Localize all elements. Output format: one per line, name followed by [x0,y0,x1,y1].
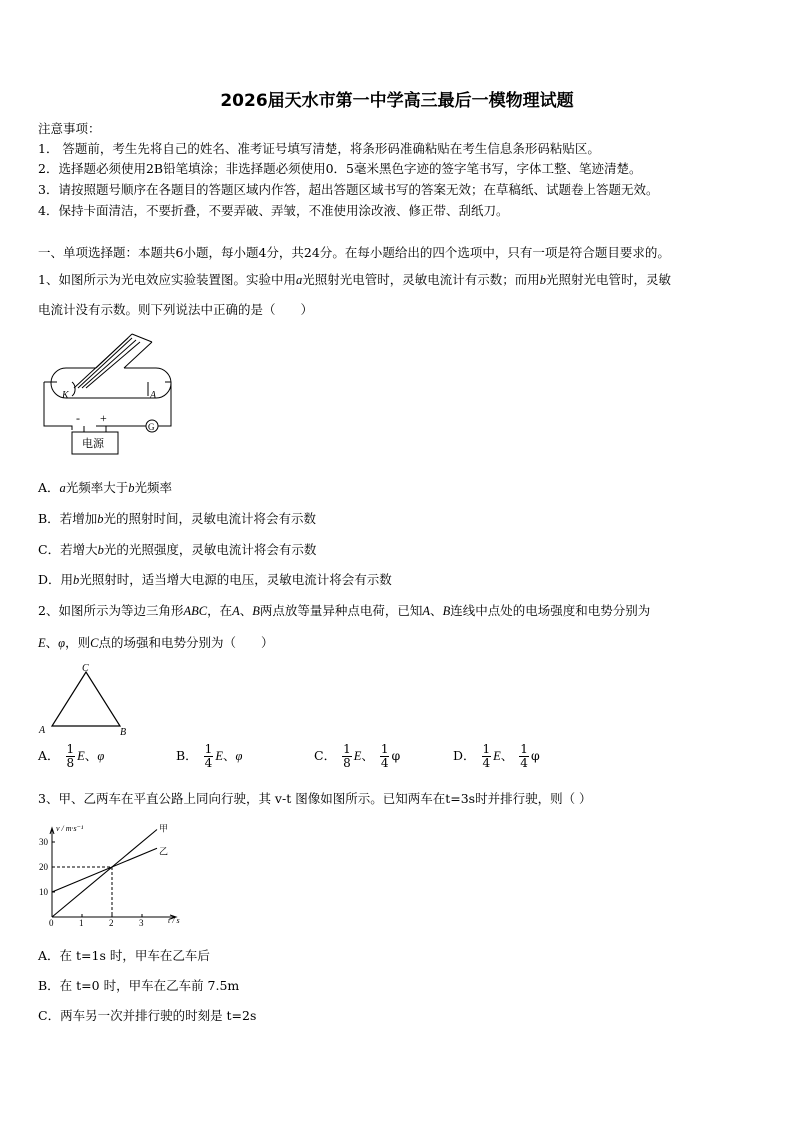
fig1-label-a: A [150,390,157,401]
q3-stem: 3、甲、乙两车在平直公路上同向行驶，其 v-t 图像如图所示。已知两车在t=3s时并排行驶，则（ ） [38,791,592,806]
q1-stem-line1: 1、如图所示为光电效应实验装置图。实验中用a光照射光电管时，灵敏电流计有示数；而用b光照射光电管时，灵敏 [38,272,671,287]
x-tick-label: 3 [139,918,144,928]
q3-option-b[interactable]: B．在 t=0 时，甲车在乙车前 7.5m [38,978,240,993]
series-line-1 [52,830,157,918]
fig1-minus: - [76,411,80,425]
y-axis-label: v / m·s⁻¹ [56,824,84,833]
q1-stem-line2: 电流计没有示数。则下列说法中正确的是（ ） [38,302,314,317]
x-axis-label: t / s [168,916,180,925]
q1-option-b[interactable]: B．若增加b光的照射时间，灵敏电流计将会有示数 [38,511,316,526]
y-tick-label: 10 [39,887,48,897]
x-tick-label: 0 [49,918,54,928]
section-heading: 一、单项选择题：本题共6小题，每小题4分，共24分。在每小题给出的四个选项中，只有一项是符合题目要求的。 [38,245,670,260]
q1-option-d[interactable]: D．用b光照射时，适当增大电源的电压，灵敏电流计将会有示数 [38,572,392,587]
y-tick-label: 20 [39,862,48,872]
page-title: 2026届天水市第一中学高三最后一模物理试题 [220,91,574,111]
notice-item-3: 3．请按照题号顺序在各题目的答题区域内作答，超出答题区域书写的答案无效；在草稿纸、试题卷上答题无效。 [38,182,659,197]
notice-item-4: 4．保持卡面清洁，不要折叠，不要弄破、弄皱，不准使用涂改液、修正带、刮纸刀。 [38,203,509,218]
notice-item-2: 2．选择题必须使用2B铅笔填涂；非选择题必须使用0．5毫米黑色字迹的签字笔书写，字体工整、笔迹清楚。 [38,161,642,176]
q2-stem-line2: E、φ，则C点的场强和电势分别为（ ） [38,635,274,650]
q1-option-c[interactable]: C．若增大b光的光照强度，灵敏电流计将会有示数 [38,542,317,557]
q2-option-b[interactable]: B． $\frac{1}{4}$ E、φ [176,742,243,770]
photoelectric-apparatus-figure [36,330,176,460]
q2-stem-line1: 2、如图所示为等边三角形ABC，在A、B两点放等量异种点电荷，已知A、B连线中点处的电场强度和电势分别为 [38,603,651,618]
fig1-label-k: K [62,390,69,401]
series-label-2: 乙 [159,846,169,857]
x-tick-label: 1 [79,918,84,928]
vt-graph [36,820,196,930]
y-tick-label: 30 [39,837,48,847]
fig1-plus: + [100,411,107,425]
q2-option-d[interactable]: D． $\frac{1}{4}$ E、 $\frac{1}{4}$ φ [453,742,540,770]
q3-option-c[interactable]: C．两车另一次并排行驶的时刻是 t=2s [38,1008,257,1023]
fig1-power-label: 电源 [82,438,104,450]
triangle-figure [36,660,136,740]
fig1-galvanometer: G [148,422,155,432]
q2-option-c[interactable]: C． $\frac{1}{8}$ E、 $\frac{1}{4}$ φ [314,742,401,770]
triangle-vertex-b: B [120,727,127,738]
q3-option-a[interactable]: A．在 t=1s 时，甲车在乙车后 [38,948,210,963]
triangle-vertex-a: A [39,725,46,736]
notice-item-1: 1． 答题前，考生先将自己的姓名、准考证号填写清楚，将条形码准确粘贴在考生信息条形码粘贴区。 [38,141,600,156]
q1-option-a[interactable]: A．a光频率大于b光频率 [38,480,173,495]
notice-heading: 注意事项： [38,121,101,136]
series-line-2 [52,848,157,892]
series-label-1: 甲 [159,823,169,834]
x-tick-label: 2 [109,918,114,928]
q2-option-a[interactable]: A． $\frac{1}{8}$ E、φ [38,742,105,770]
triangle-vertex-c: C [82,663,89,674]
